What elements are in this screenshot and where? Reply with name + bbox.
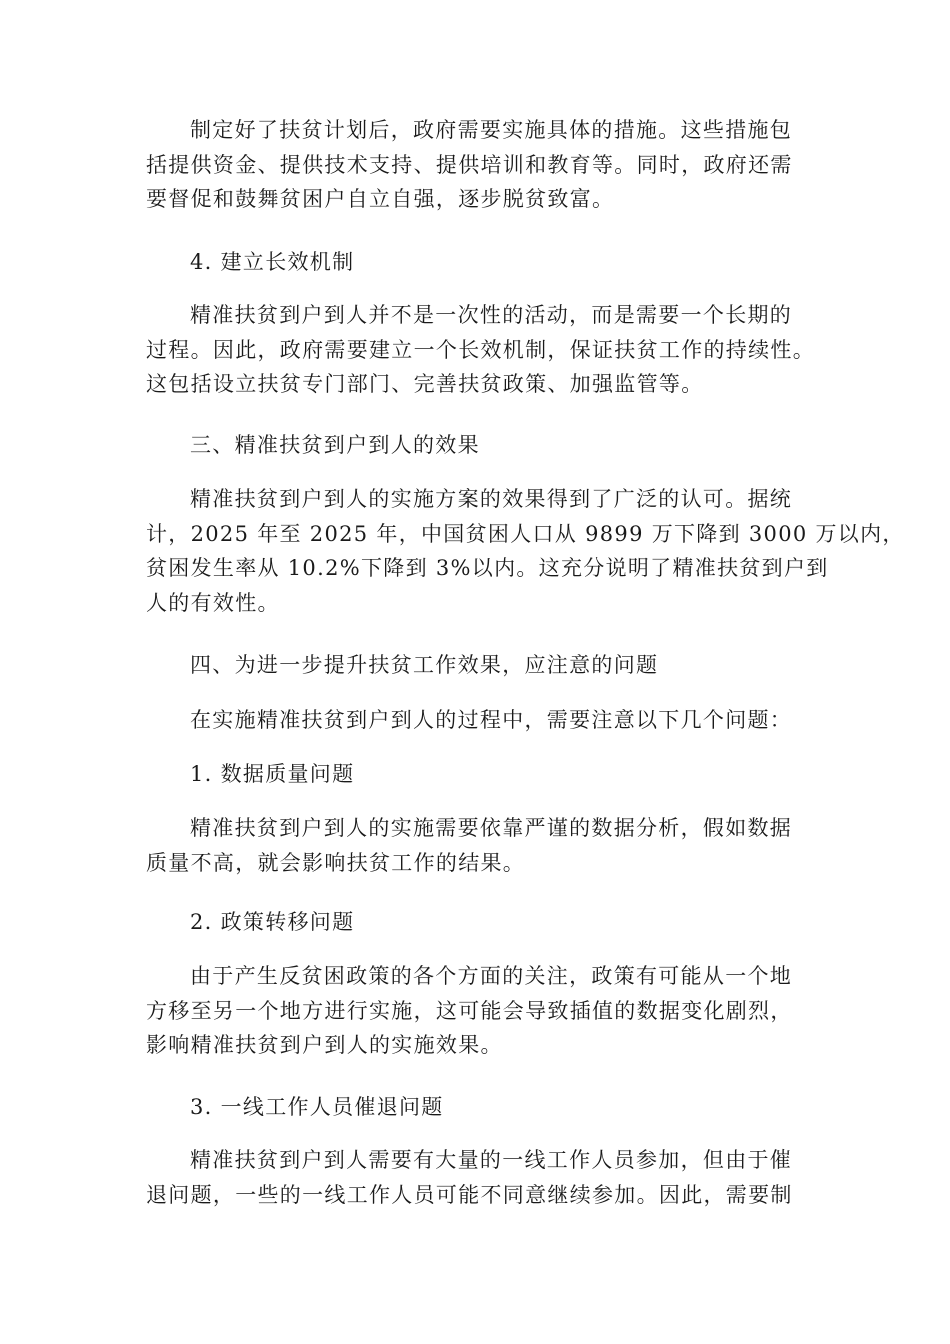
text-line: 三、精准扶贫到户到人的效果 xyxy=(190,433,480,457)
text-line: 在实施精准扶贫到户到人的过程中，需要注意以下几个问题： xyxy=(190,708,793,732)
text-line: 四、为进一步提升扶贫工作效果，应注意的问题 xyxy=(190,653,659,677)
text-line: 这包括设立扶贫专门部门、完善扶贫政策、加强监管等。 xyxy=(146,372,704,397)
text-line: 影响精准扶贫到户到人的实施效果。 xyxy=(146,1033,503,1058)
section-heading-effects xyxy=(146,428,806,463)
text-line: 精准扶贫到户到人需要有大量的一线工作人员参加，但由于催 xyxy=(190,1148,793,1172)
text-line: 3. 一线工作人员催退问题 xyxy=(190,1095,444,1119)
text-line: 1. 数据质量问题 xyxy=(190,762,355,786)
text-line: 方移至另一个地方进行实施，这可能会导致插值的数据变化剧烈， xyxy=(146,998,793,1023)
text-line: 贫困发生率从 10.2%下降到 3%以内。这充分说明了精准扶贫到户到 xyxy=(146,556,829,581)
text-line: 精准扶贫到户到人的实施方案的效果得到了广泛的认可。据统 xyxy=(190,487,793,511)
text-line: 2. 政策转移问题 xyxy=(190,910,355,934)
heading-long-term-mechanism xyxy=(146,245,806,280)
paragraph-implementation-measures xyxy=(146,113,806,217)
text-line: 4. 建立长效机制 xyxy=(190,250,355,274)
paragraph-policy-transfer xyxy=(146,959,806,1063)
text-line: 过程。因此，政府需要建立一个长效机制，保证扶贫工作的持续性。 xyxy=(146,337,815,362)
text-line: 质量不高，就会影响扶贫工作的结果。 xyxy=(146,850,526,875)
text-line: 人的有效性。 xyxy=(146,590,280,615)
text-line: 要督促和鼓舞贫困户自立自强，逐步脱贫致富。 xyxy=(146,187,615,212)
heading-frontline-workers xyxy=(146,1090,806,1125)
heading-policy-transfer xyxy=(146,905,806,940)
text-line: 括提供资金、提供技术支持、提供培训和教育等。同时，政府还需 xyxy=(146,152,793,177)
paragraph-effects xyxy=(146,482,905,620)
text-line: 由于产生反贫困政策的各个方面的关注，政策有可能从一个地 xyxy=(190,964,793,988)
paragraph-long-term-mechanism xyxy=(146,298,815,402)
text-line: 制定好了扶贫计划后，政府需要实施具体的措施。这些措施包 xyxy=(190,118,793,142)
text-line: 计，2025 年至 2025 年，中国贫困人口从 9899 万下降到 3000 万以内， xyxy=(146,521,905,546)
text-line: 精准扶贫到户到人的实施需要依靠严谨的数据分析，假如数据 xyxy=(190,816,793,840)
paragraph-issues-intro xyxy=(146,703,806,738)
paragraph-frontline-workers xyxy=(146,1143,806,1212)
text-line: 精准扶贫到户到人并不是一次性的活动，而是需要一个长期的 xyxy=(190,303,793,327)
heading-data-quality xyxy=(146,757,806,792)
paragraph-data-quality xyxy=(146,811,806,880)
section-heading-issues xyxy=(146,648,806,683)
text-line: 退问题，一些的一线工作人员可能不同意继续参加。因此，需要制 xyxy=(146,1182,793,1207)
